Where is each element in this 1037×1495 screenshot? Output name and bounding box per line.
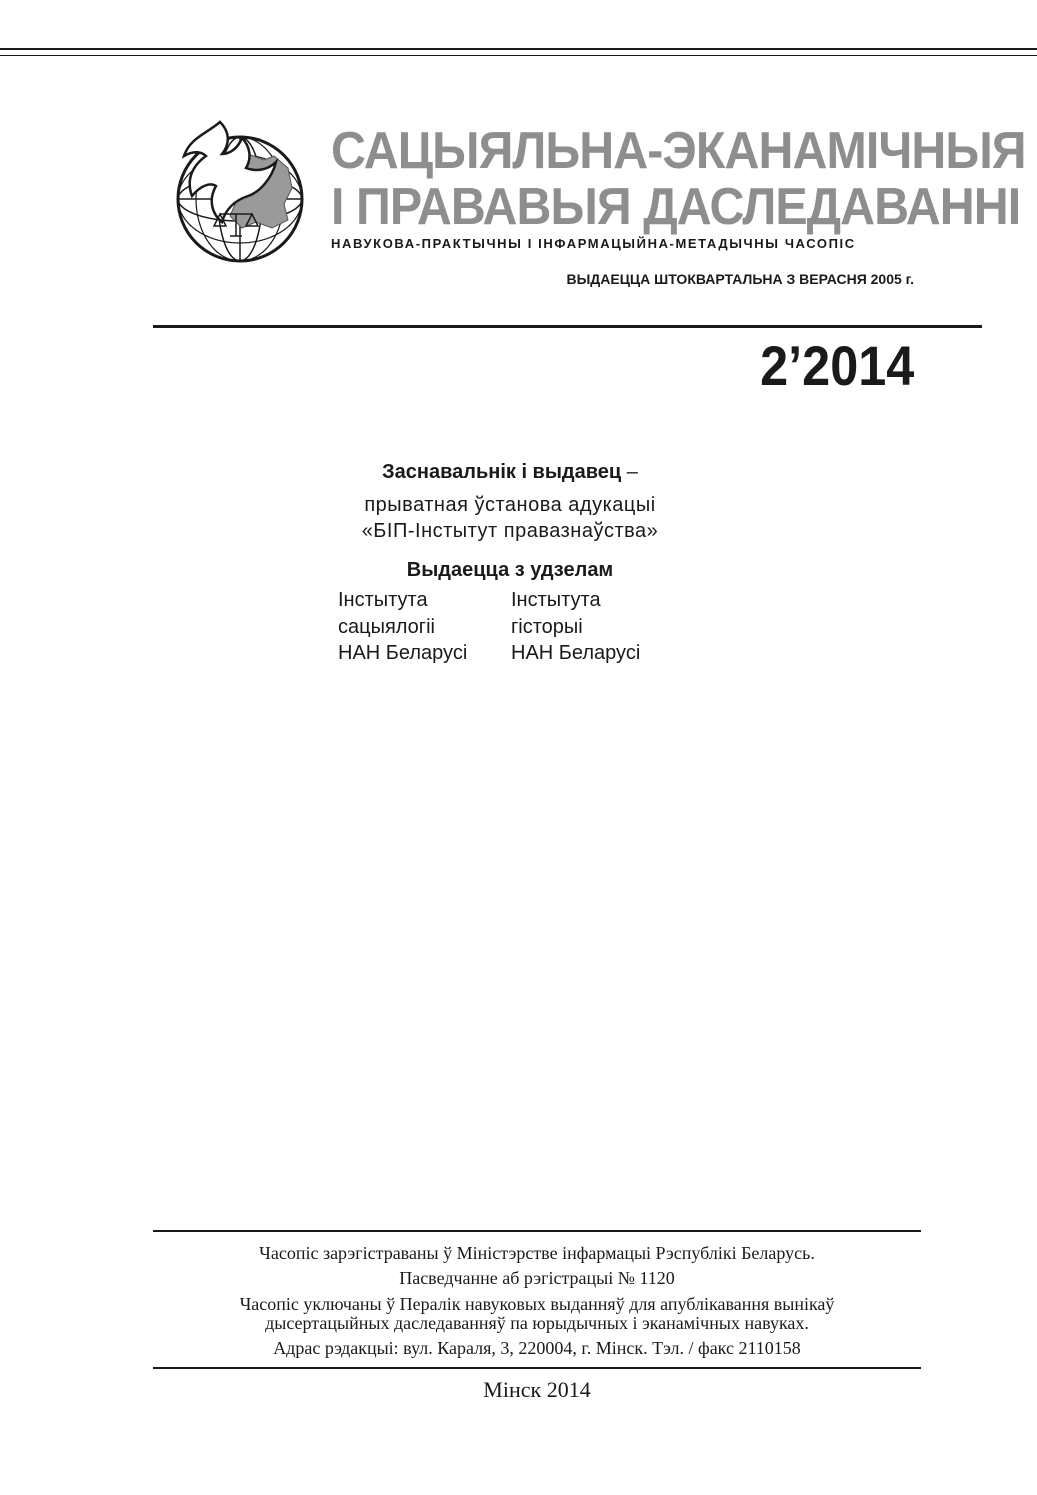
editorial-address: Адрас рэдакцыі: вул. Караля, 3, 220004, г. Мінск. Тэл. / факс 2110158 — [273, 1338, 801, 1358]
registration-certificate: Пасведчанне аб рэгістрацыі № 1120 — [399, 1268, 675, 1288]
founder-heading-dash: – — [621, 461, 638, 483]
inclusion-statement-line-1: Часопіс уключаны ў Пералік навуковых выданняў для апублікавання вынікаў — [239, 1294, 835, 1314]
institution-sociology — [338, 587, 467, 667]
institution-sociology-line-1: Інстытута — [338, 589, 428, 611]
institution-sociology-line-3: НАН Беларусі — [338, 642, 468, 664]
city-and-year: Мінск 2014 — [483, 1377, 591, 1402]
registration-statement: Часопіс зарэгістраваны ў Міністэрстве інфармацыі Рэспублікі Беларусь. — [259, 1243, 815, 1263]
founder-name-line-1: прыватная ўстанова адукацыі — [364, 494, 656, 516]
footer-rule-top — [153, 1230, 921, 1232]
institution-history-line-1: Інстытута — [511, 589, 601, 611]
publication-frequency: ВЫДАЕЦЦА ШТОКВАРТАЛЬНА З ВЕРАСНЯ 2005 г. — [566, 271, 914, 287]
journal-title-line-1: САЦЫЯЛЬНА-ЭКАНАМІЧНЫЯ — [331, 122, 1026, 180]
journal-emblem-icon — [176, 116, 308, 266]
founder-name-line-2: «БІП-Інстытут правазнаўства» — [361, 520, 659, 542]
issue-number: 2’2014 — [759, 334, 914, 397]
published-with-heading: Выдаецца з удзелам — [406, 559, 614, 581]
institution-history-line-2: гісторыі — [511, 615, 583, 638]
founder-heading-text: Заснавальнік і выдавец — [382, 461, 622, 483]
header-double-rule-top — [0, 48, 1037, 50]
journal-title-line-2: І ПРАВАВЫЯ ДАСЛЕДАВАННІ — [331, 178, 1021, 236]
institution-history — [511, 587, 640, 667]
footer-rule-bottom — [153, 1367, 921, 1369]
inclusion-statement-line-2: дысертацыйных даследаванняў па юрыдычных і эканамічных навуках. — [265, 1313, 809, 1333]
journal-subtitle: НАВУКОВА-ПРАКТЫЧНЫ І ІНФАРМАЦЫЙНА-МЕТАДЫЧНЫ ЧАСОПІС — [331, 236, 856, 251]
header-double-rule-bottom — [0, 55, 1037, 56]
institution-sociology-line-2: сацыялогіі — [338, 615, 435, 638]
founder-heading — [300, 461, 720, 484]
institution-history-line-3: НАН Беларусі — [511, 642, 641, 664]
header-divider — [153, 325, 982, 328]
